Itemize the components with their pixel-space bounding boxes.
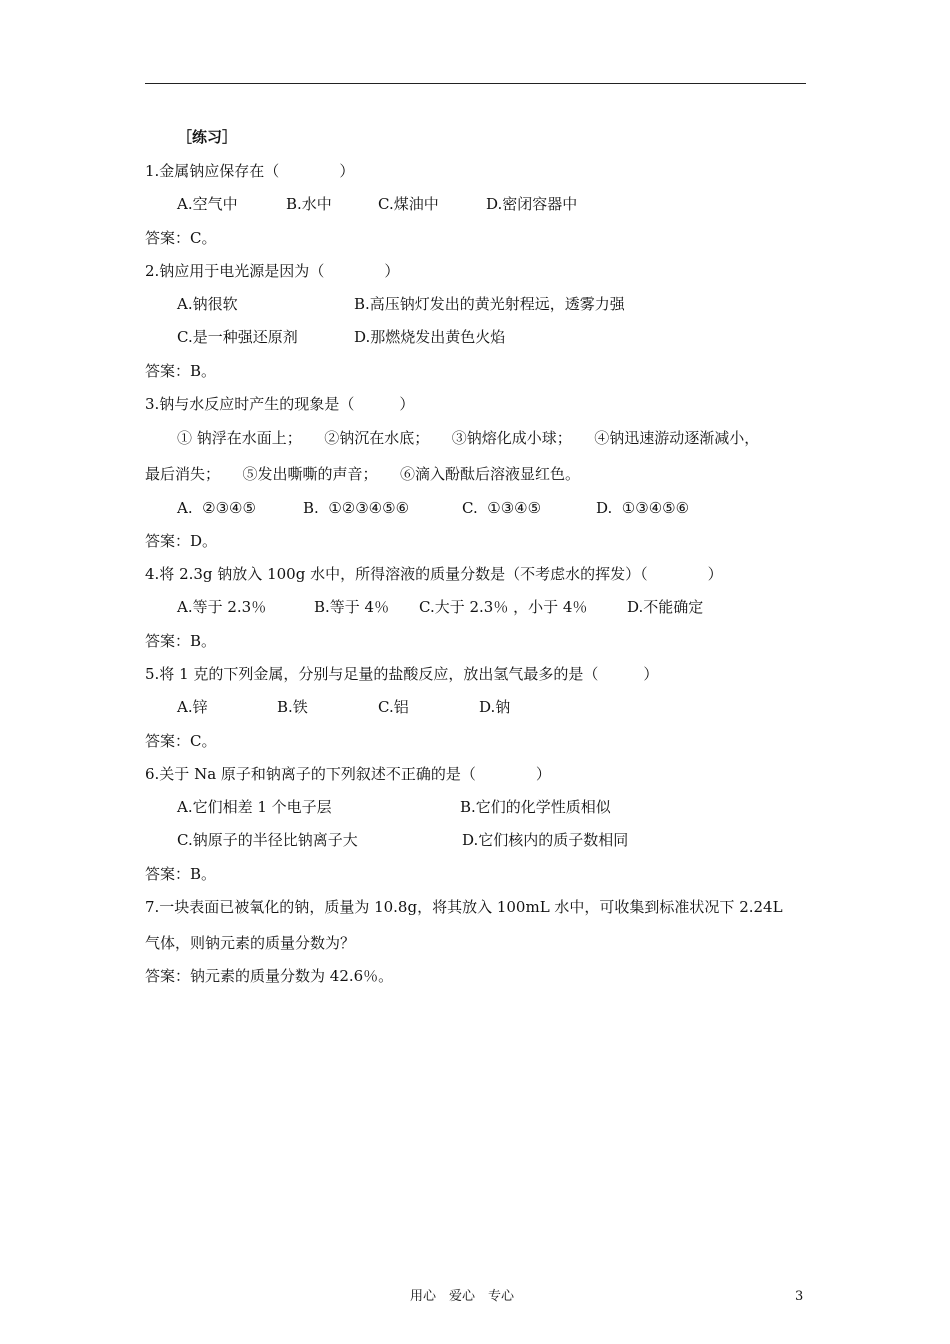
q7-answer: 答案：钠元素的质量分数为 42.6％。 <box>145 967 394 985</box>
section-title: ［练习］ <box>177 128 238 146</box>
q4-answer: 答案：B。 <box>145 632 217 650</box>
q5-option-b: B.铁 <box>277 698 308 716</box>
q3-option-c: C. ①③④⑤ <box>462 499 542 517</box>
q5-option-a: A.锌 <box>177 698 208 716</box>
q3-option-a: A. ②③④⑤ <box>177 499 256 517</box>
footer-motto: 用心 爱心 专心 <box>410 1289 515 1304</box>
q3-statements-line2: 最后消失； ⑤发出嘶嘶的声音； ⑥滴入酚酞后溶液显红色。 <box>145 465 581 483</box>
q5-answer: 答案：C。 <box>145 732 217 750</box>
q3-statements-line1: ① 钠浮在水面上； ②钠沉在水底； ③钠熔化成小球； ④钠迅速游动逐渐减小， <box>177 429 760 447</box>
q6-option-d: D.它们核内的质子数相同 <box>462 831 629 849</box>
q3-answer: 答案：D。 <box>145 532 218 550</box>
q2-option-a: A.钠很软 <box>177 295 238 313</box>
q5-option-c: C.铝 <box>378 698 409 716</box>
q6-option-c: C.钠原子的半径比钠离子大 <box>177 831 358 849</box>
q4-option-c: C.大于 2.3％ ，小于 4％ <box>419 598 588 616</box>
q4-option-a: A.等于 2.3％ <box>177 598 267 616</box>
q6-option-a: A.它们相差 1 个电子层 <box>177 798 332 816</box>
q3-option-d: D. ①③④⑤⑥ <box>596 499 690 517</box>
q1-answer: 答案：C。 <box>145 229 217 247</box>
question-3-stem: 3.钠与水反应时产生的现象是（ ） <box>145 395 415 413</box>
question-7-stem: 7.一块表面已被氧化的钠，质量为 10.8g，将其放入 100mL 水中，可收集到标准状况下 2.24L <box>145 898 783 916</box>
question-7-stem-line2: 气体，则钠元素的质量分数为？ <box>145 934 356 952</box>
q2-option-d: D.那燃烧发出黄色火焰 <box>354 328 506 346</box>
q3-option-b: B. ①②③④⑤⑥ <box>303 499 410 517</box>
question-5-stem: 5.将 1 克的下列金属，分别与足量的盐酸反应，放出氢气最多的是（ ） <box>145 665 659 683</box>
question-4-stem: 4.将 2.3g 钠放入 100g 水中，所得溶液的质量分数是（不考虑水的挥发）（ ） <box>145 565 723 583</box>
q4-option-d: D.不能确定 <box>627 598 704 616</box>
q1-option-a: A.空气中 <box>177 195 238 213</box>
q6-option-b: B.它们的化学性质相似 <box>460 798 611 816</box>
page-number: 3 <box>795 1289 804 1304</box>
q6-answer: 答案：B。 <box>145 865 217 883</box>
q2-option-b: B.高压钠灯发出的黄光射程远，透雾力强 <box>354 295 625 313</box>
question-6-stem: 6.关于 Na 原子和钠离子的下列叙述不正确的是（ ） <box>145 765 551 783</box>
q1-option-b: B.水中 <box>286 195 332 213</box>
q4-option-b: B.等于 4％ <box>314 598 390 616</box>
q2-answer: 答案：B。 <box>145 362 217 380</box>
q1-option-d: D.密闭容器中 <box>486 195 578 213</box>
q5-option-d: D.钠 <box>479 698 511 716</box>
header-rule <box>145 83 806 84</box>
question-1-stem: 1.金属钠应保存在（ ） <box>145 162 355 180</box>
question-2-stem: 2.钠应用于电光源是因为（ ） <box>145 262 400 280</box>
q1-option-c: C.煤油中 <box>378 195 439 213</box>
q2-option-c: C.是一种强还原剂 <box>177 328 298 346</box>
